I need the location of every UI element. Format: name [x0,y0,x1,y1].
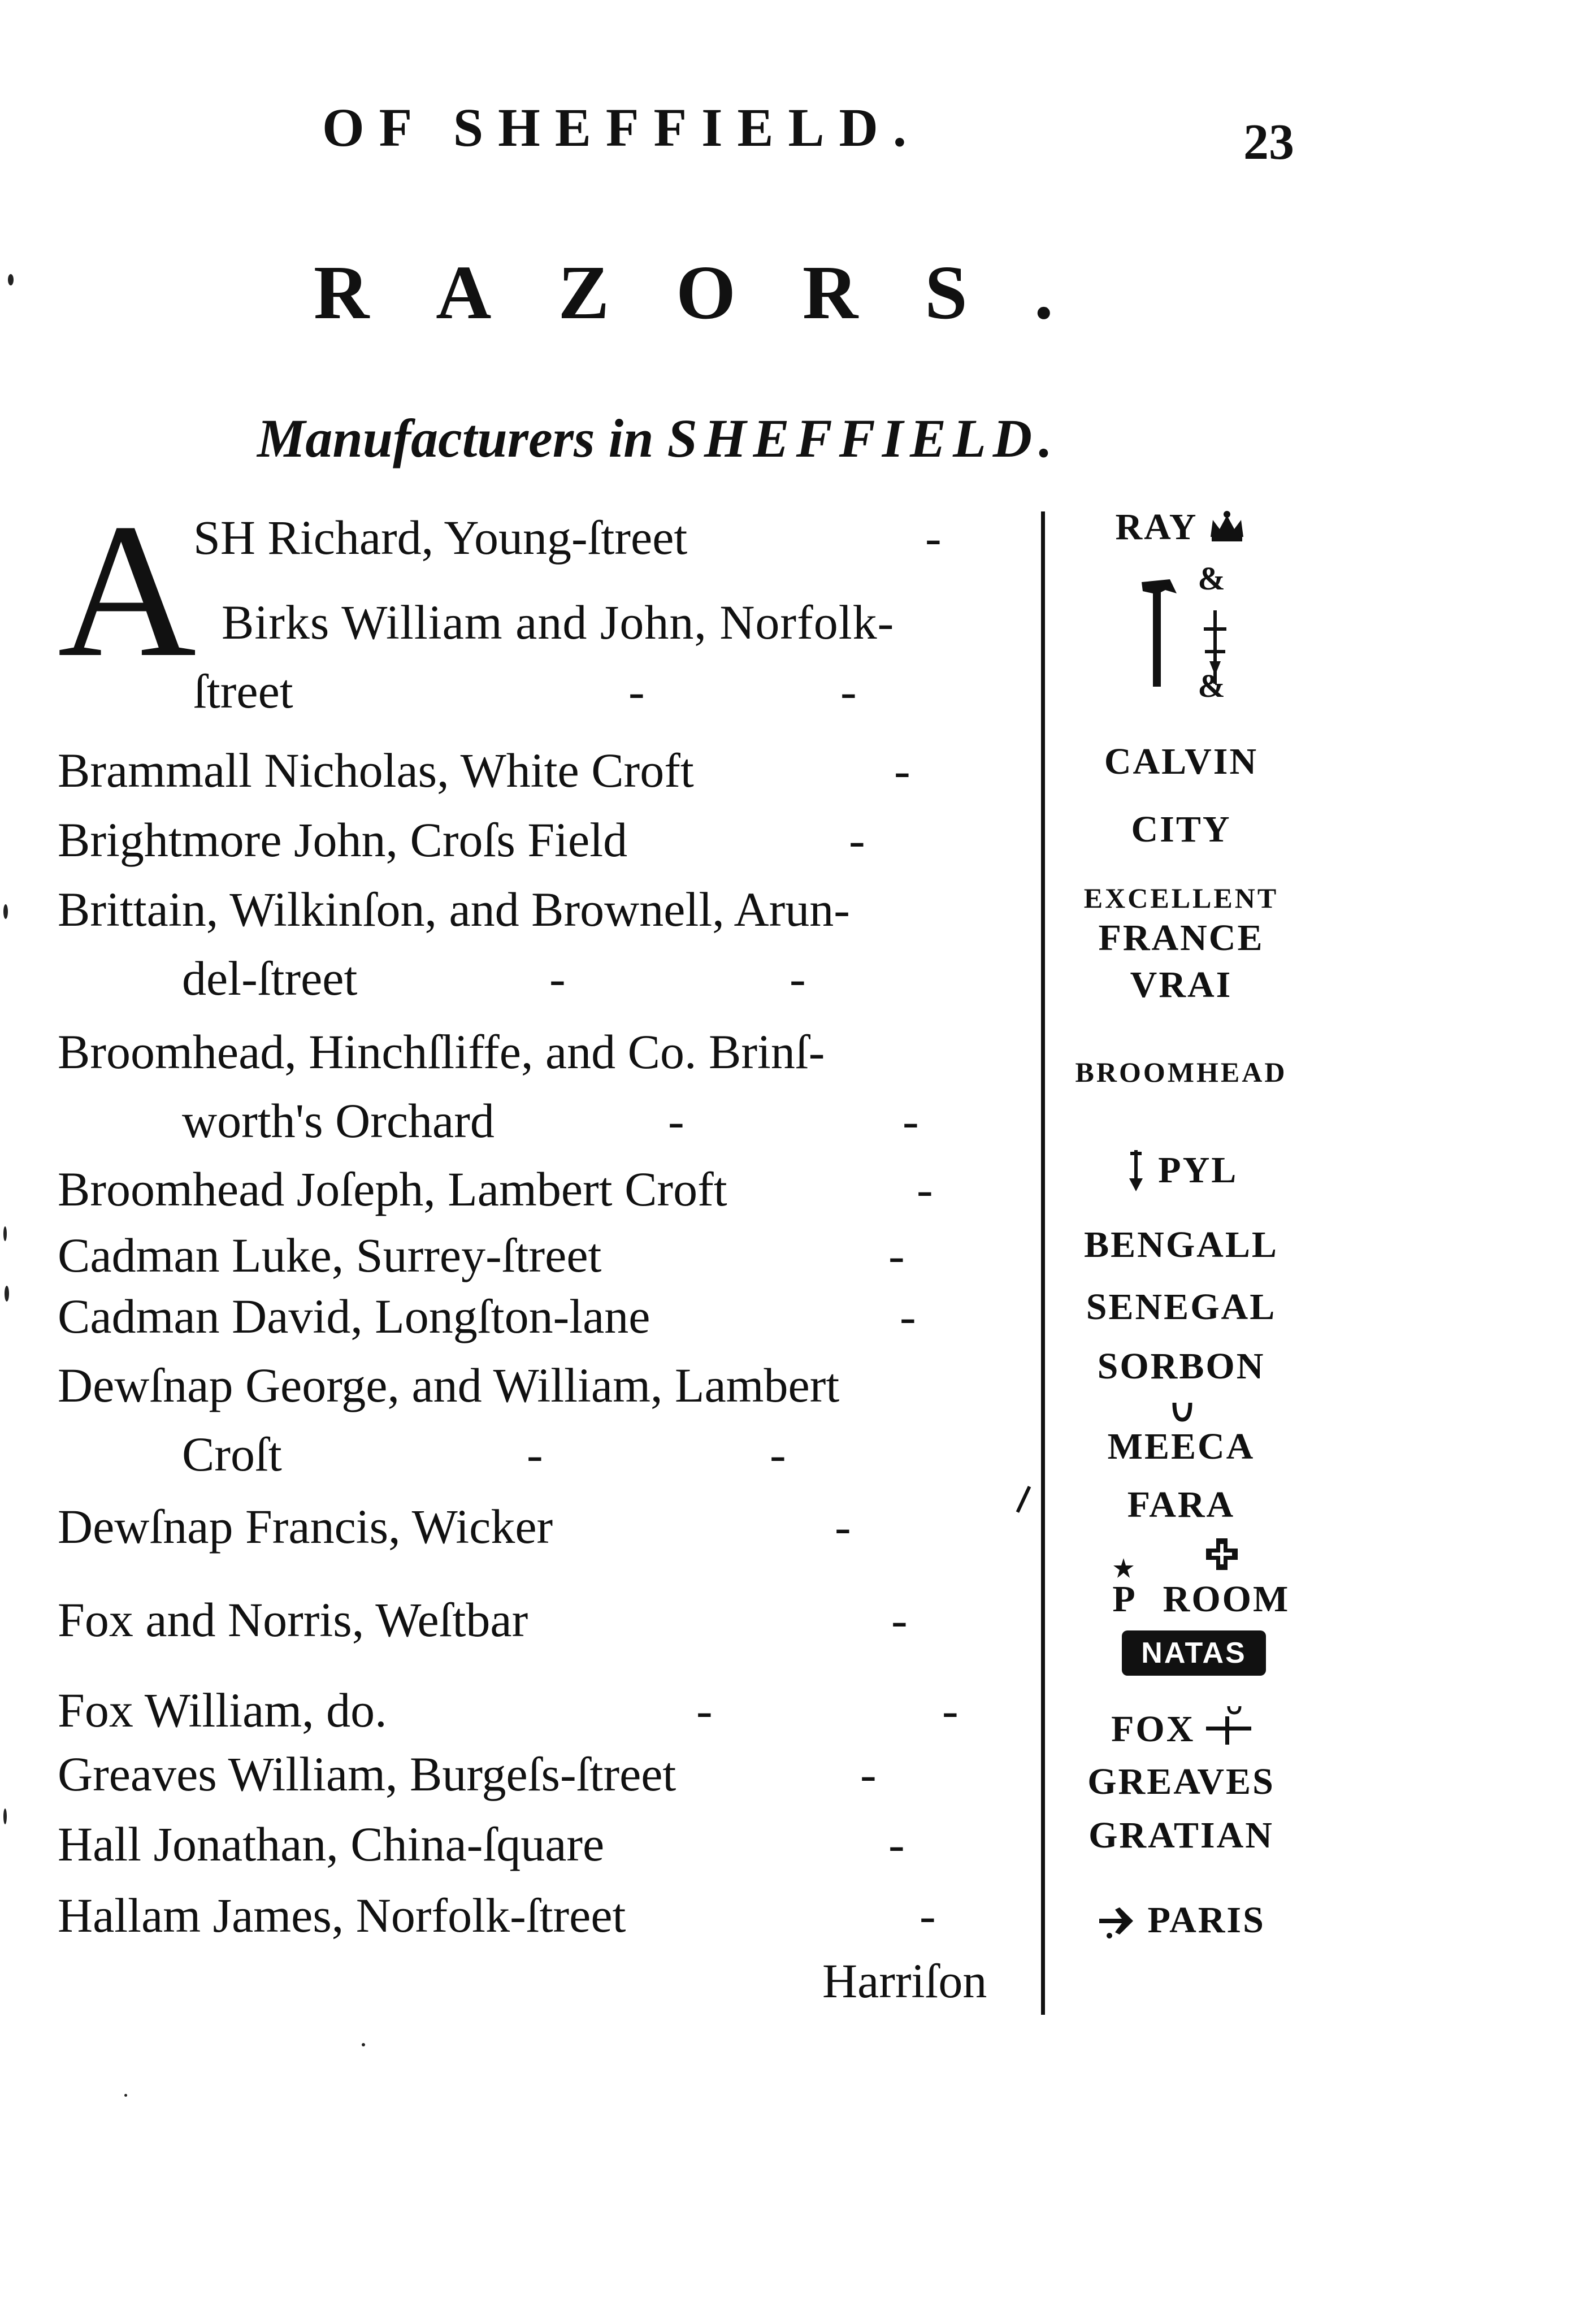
entry-line: Brammall Nicholas, White Croft - [58,736,1030,805]
mark-excellent: EXCELLENT [1083,882,1279,914]
mark-calvin: CALVIN [1104,741,1259,782]
directory-entry [58,1881,1030,1950]
margin-speck [362,2043,365,2046]
directory-entry [58,1351,1030,1489]
directory-entry [58,1585,1030,1654]
mark-fara: FARA [1127,1484,1235,1525]
leader-dash: - [628,664,645,718]
directory-entry [58,588,1030,726]
leader-dash: - [849,813,865,867]
directory-entry [58,1282,1030,1351]
mark-vrai: VRAI [1130,964,1233,1005]
directory-entry [58,1676,1030,1745]
directory-entry [58,1221,1030,1290]
sword-icon [1206,1704,1251,1749]
entry-line: del-ſtreet - - [58,944,1030,1013]
drop-cap: A [58,484,197,697]
leader-dash: - [696,1683,713,1737]
subtitle-italic: Manufacturers in [257,408,654,469]
cross-icon [1204,1536,1240,1572]
margin-speck [124,2094,127,2097]
arrow-icon [1097,1901,1137,1940]
mark-natas: NATAS [1141,1637,1247,1669]
mark-gratian: GRATIAN [1088,1815,1274,1856]
horseshoe-icon [1171,1400,1194,1423]
leader-dash: - [835,1499,851,1554]
leader-dash: - [900,1289,916,1343]
subtitle [257,407,1059,470]
subtitle-caps: SHEFFIELD. [667,408,1060,469]
entry-line: Fox and Norris, Weſtbar - [58,1585,1030,1654]
mark-bengall: BENGALL [1084,1224,1278,1265]
entry-line: Broomhead Joſeph, Lambert Croft - [58,1155,1030,1224]
entry-line: Dewſnap George, and William, Lambert [58,1358,840,1412]
section-title: RAZORS. [314,250,1120,335]
directory-entry [58,1492,1030,1561]
crown-icon [1207,510,1247,544]
directory-entry [58,805,1030,874]
entry-line: Broomhead, Hinchſliffe, and Co. Brinſ- [58,1025,825,1079]
mark-senegal: SENEGAL [1086,1286,1277,1328]
entry-line: Fox William, do. - - [58,1676,1030,1745]
entry-line: Brittain, Wilkinſon, and Brownell, Arun- [58,882,850,936]
mark-p: P [1112,1578,1137,1620]
leader-dash: - [549,951,566,1005]
leader-dash: - [917,1162,933,1216]
mark-ray: RAY [1062,506,1300,549]
key-icon [1125,1147,1147,1192]
entry-line: Greaves William, Burgeſs-ſtreet - [58,1740,1030,1808]
mark-room: ROOM [1163,1578,1290,1620]
leader-dash: - [790,951,806,1005]
directory-entry [58,1017,1030,1155]
column-divider [1041,511,1045,2015]
leader-dash: - [888,1817,905,1871]
leader-dash: - [527,1427,543,1481]
entry-line: worth's Orchard - - [58,1086,1030,1155]
margin-speck [3,1808,7,1824]
entry-line: Cadman David, Longſton-lane - [58,1282,1030,1351]
margin-speck [3,1226,7,1241]
entry-line: Croſt - - [58,1420,1030,1489]
mark-france: FRANCE [1098,917,1264,959]
directory-entry [58,736,1030,805]
leader-dash: - [770,1427,786,1481]
leader-dash: - [942,1683,959,1737]
margin-speck [5,1286,9,1302]
entry-line: SH Richard, Young-ſtreet - [58,503,1030,572]
entry-line: Hall Jonathan, China-ſquare - [58,1810,1030,1879]
directory-entry [58,1740,1030,1808]
leader-dash: - [925,510,942,565]
mark-greaves: GREAVES [1087,1761,1275,1802]
leader-dash: - [888,1228,905,1282]
entry-line: Cadman Luke, Surrey-ſtreet - [58,1221,1030,1290]
mark-paris: PARIS [1062,1899,1300,1942]
mark-broomhead: BROOMHEAD [1075,1056,1287,1088]
mark-ampersand-top: & [1198,560,1227,597]
entry-line: ſtreet - - [58,657,1030,726]
directory-entry [58,503,1030,572]
directory-entry [58,875,1030,1013]
mark-pyl: PYL [1062,1147,1300,1192]
star-icon [1112,1557,1135,1580]
hammer-icon [1136,576,1181,689]
mark-natas-plate [1122,1630,1266,1676]
directory-entry [58,1155,1030,1224]
leader-dash: - [891,1593,908,1647]
margin-speck [8,274,14,285]
leader-dash: - [860,1747,877,1801]
mark-fox: FOX [1062,1704,1300,1751]
entry-line: Brightmore John, Croſs Field - [58,805,1030,874]
mark-meeca: MEECA [1107,1426,1255,1467]
leader-dash: - [903,1094,919,1148]
entry-line: Dewſnap Francis, Wicker - [58,1492,1030,1561]
catchword: Harriſon [822,1954,987,2008]
entry-line: Hallam James, Norfolk-ſtreet - [58,1881,1030,1950]
leader-dash: - [840,664,857,718]
leader-dash: - [920,1888,936,1942]
leader-dash: - [668,1094,684,1148]
directory-entry [58,1810,1030,1879]
margin-speck [3,904,8,919]
running-head: OF SHEFFIELD. [322,97,921,158]
leader-dash: - [894,743,910,797]
mark-ampersand-bottom: & [1198,667,1227,704]
page-number: 23 [1243,114,1294,170]
entry-line: Birks William and John, Norfolk- [222,595,895,649]
mark-city: CITY [1131,809,1231,850]
mark-sorbon: SORBON [1097,1346,1265,1387]
